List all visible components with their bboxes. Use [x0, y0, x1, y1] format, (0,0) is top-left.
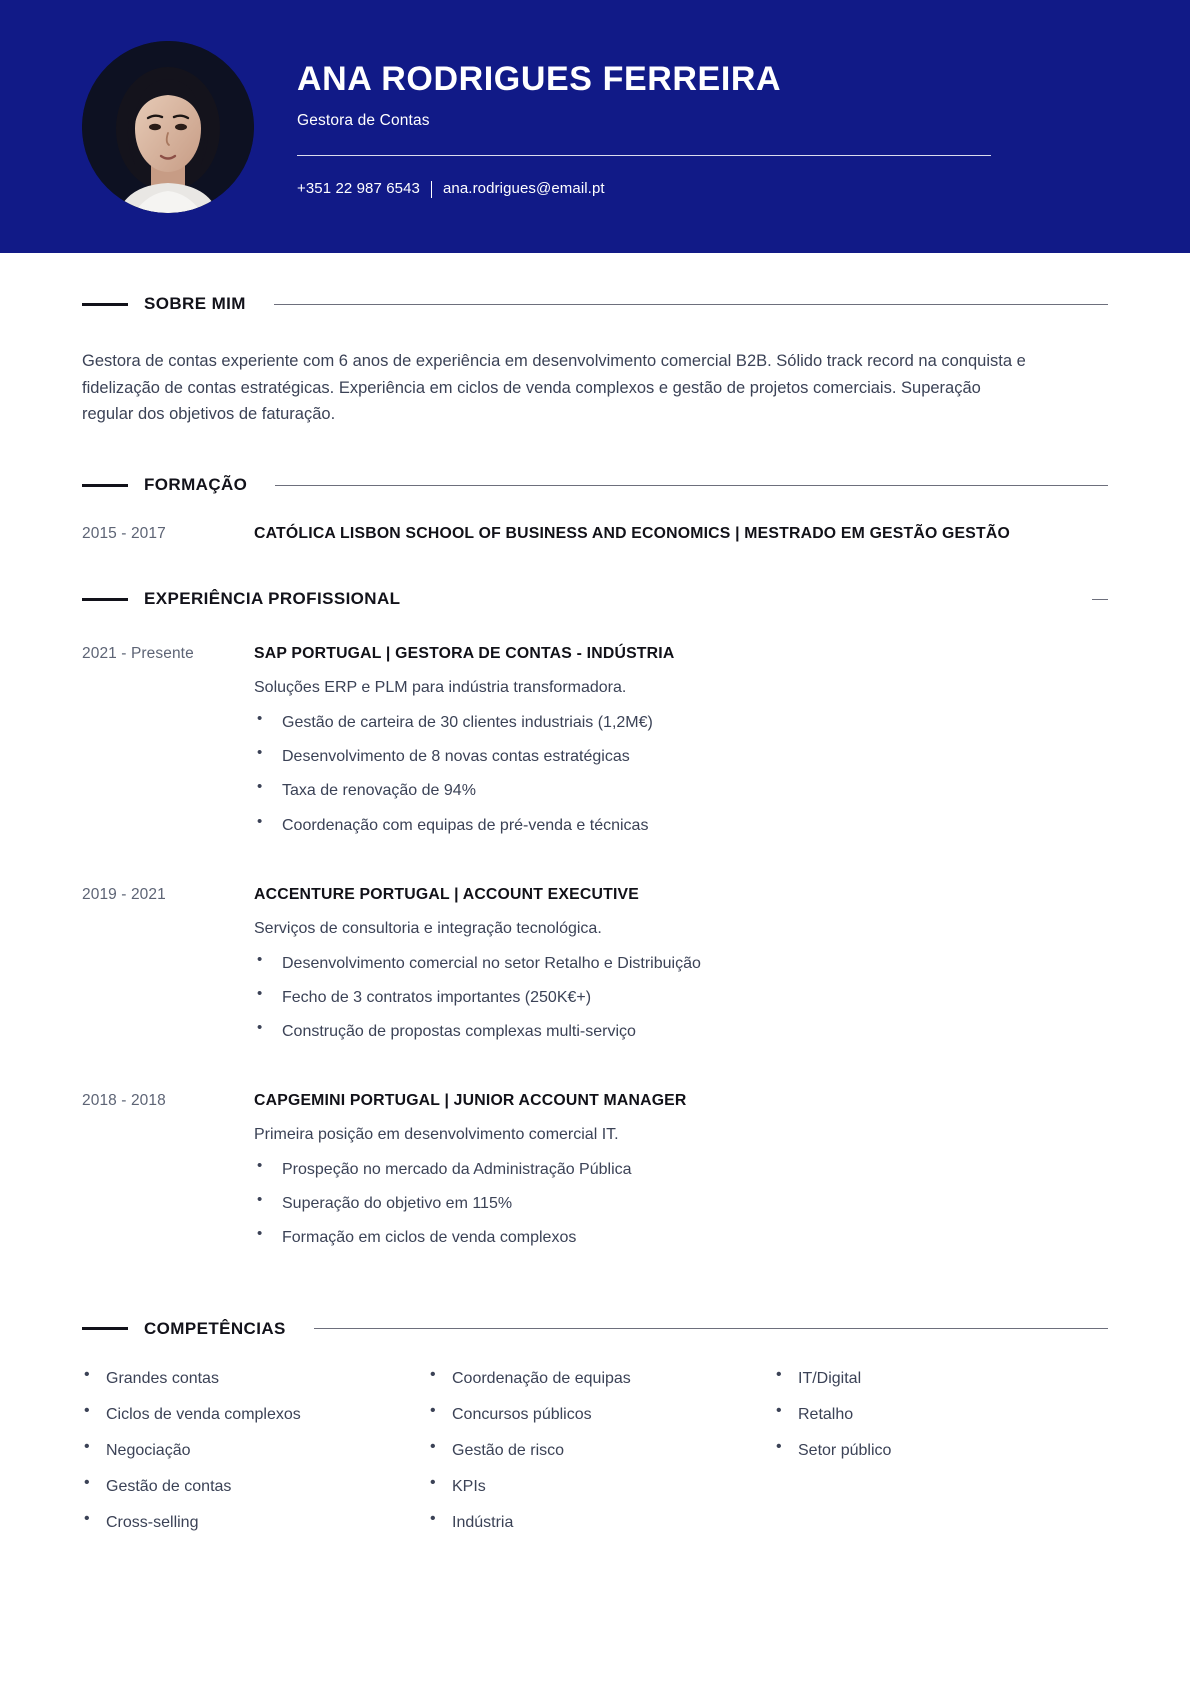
list-item: • Coordenação com equipas de pré-venda e técnicas	[254, 816, 1108, 835]
experience-description: Serviços de consultoria e integração tecnológica.	[254, 919, 602, 937]
list-item: • Ciclos de venda complexos	[82, 1405, 416, 1424]
experience-bullet-list	[254, 1160, 1108, 1248]
header-text-block	[297, 56, 1190, 197]
job-title: Gestora de Contas	[297, 112, 430, 130]
experience-entry	[82, 884, 1108, 1056]
list-item: • Formação em ciclos de venda complexos	[254, 1228, 1108, 1247]
experience-entry	[82, 643, 1108, 850]
experience-employer: SAP PORTUGAL | GESTORA DE CONTAS - INDÚSTRIA	[254, 645, 675, 663]
list-item: • Fecho de 3 contratos importantes (250K€+)	[254, 988, 1108, 1007]
section-header-skills	[82, 1319, 1108, 1339]
list-item: • Grandes contas	[82, 1369, 416, 1388]
skills-list	[82, 1369, 416, 1533]
list-item: • Cross-selling	[82, 1513, 416, 1532]
skills-list	[774, 1369, 1108, 1461]
experience-bullet-list	[254, 954, 1108, 1042]
list-item: • Taxa de renovação de 94%	[254, 781, 1108, 800]
list-item: • IT/Digital	[774, 1369, 1108, 1388]
education-institution: CATÓLICA LISBON SCHOOL OF BUSINESS AND ECONOMICS | MESTRADO EM GESTÃO GESTÃO	[254, 525, 1010, 543]
section-header-experience	[82, 589, 1108, 609]
section-dash-icon	[82, 303, 128, 306]
section-experience	[82, 589, 1108, 1263]
list-item: • Coordenação de equipas	[428, 1369, 762, 1388]
section-title-skills: COMPETÊNCIAS	[144, 1318, 286, 1338]
experience-content	[254, 1090, 1108, 1262]
list-item: • Indústria	[428, 1513, 762, 1532]
list-item: • Gestão de risco	[428, 1441, 762, 1460]
section-header-about	[82, 294, 1108, 314]
experience-bullet-list	[254, 713, 1108, 835]
page-title: ANA RODRIGUES FERREIRA	[297, 59, 782, 98]
contact-line	[297, 180, 1190, 197]
list-item: • Desenvolvimento comercial no setor Retalho e Distribuição	[254, 954, 1108, 973]
list-item: • Construção de propostas complexas multi-serviço	[254, 1022, 1108, 1041]
phone-number[interactable]: +351 22 987 6543	[297, 180, 420, 198]
skills-list	[428, 1369, 762, 1533]
resume-header	[0, 0, 1190, 253]
avatar	[82, 41, 254, 213]
list-item: • Superação do objetivo em 115%	[254, 1194, 1108, 1213]
education-dates: 2015 - 2017	[82, 525, 166, 543]
section-skills	[82, 1319, 1108, 1550]
list-item: • Gestão de carteira de 30 clientes industriais (1,2M€)	[254, 713, 1108, 732]
education-entry	[82, 523, 1108, 546]
list-item: • Setor público	[774, 1441, 1108, 1460]
experience-employer: ACCENTURE PORTUGAL | ACCOUNT EXECUTIVE	[254, 885, 640, 903]
section-about	[82, 294, 1108, 428]
section-dash-icon	[82, 484, 128, 487]
section-rule	[314, 1328, 1108, 1329]
section-title-education: FORMAÇÃO	[144, 475, 248, 495]
portrait-photo-icon	[82, 41, 254, 213]
list-item: • Negociação	[82, 1441, 416, 1460]
experience-description: Soluções ERP e PLM para indústria transformadora.	[254, 678, 627, 696]
skills-column	[82, 1369, 416, 1550]
experience-employer: CAPGEMINI PORTUGAL | JUNIOR ACCOUNT MANAGER	[254, 1092, 687, 1110]
list-item: • Retalho	[774, 1405, 1108, 1424]
email-address[interactable]: ana.rodrigues@email.pt	[442, 180, 605, 198]
skills-column	[774, 1369, 1108, 1550]
list-item: • KPIs	[428, 1477, 762, 1496]
list-item: • Prospeção no mercado da Administração Pública	[254, 1160, 1108, 1179]
list-item: • Concursos públicos	[428, 1405, 762, 1424]
section-title-experience: EXPERIÊNCIA PROFISSIONAL	[144, 589, 401, 609]
experience-entry	[82, 1090, 1108, 1262]
header-divider	[297, 155, 991, 156]
contact-separator	[431, 181, 432, 198]
skills-grid	[82, 1369, 1108, 1550]
experience-content	[254, 884, 1108, 1056]
experience-description: Primeira posição em desenvolvimento comercial IT.	[254, 1126, 619, 1144]
section-dash-icon	[82, 598, 128, 601]
section-header-education	[82, 475, 1108, 495]
section-rule	[1092, 599, 1108, 600]
section-rule	[274, 304, 1108, 305]
about-paragraph: Gestora de contas experiente com 6 anos de experiência em desenvolvimento comercial B2B. Sólido track record na conquista e fidelização de contas estratégicas. Experiência em ciclos de venda complexos e gestão de projetos comerciais. Superação regular dos objetivos de faturação.	[82, 352, 1026, 424]
experience-dates: 2018 - 2018	[82, 1092, 166, 1110]
section-dash-icon	[82, 1327, 128, 1330]
education-content	[254, 523, 1108, 546]
resume-body	[0, 294, 1190, 1550]
section-education	[82, 475, 1108, 546]
section-title-about: SOBRE MIM	[144, 294, 246, 313]
section-rule	[275, 485, 1108, 486]
experience-content	[254, 643, 1108, 850]
skills-column	[428, 1369, 762, 1550]
list-item: • Gestão de contas	[82, 1477, 416, 1496]
experience-dates: 2019 - 2021	[82, 885, 166, 903]
list-item: • Desenvolvimento de 8 novas contas estratégicas	[254, 747, 1108, 766]
experience-dates: 2021 - Presente	[82, 645, 194, 663]
